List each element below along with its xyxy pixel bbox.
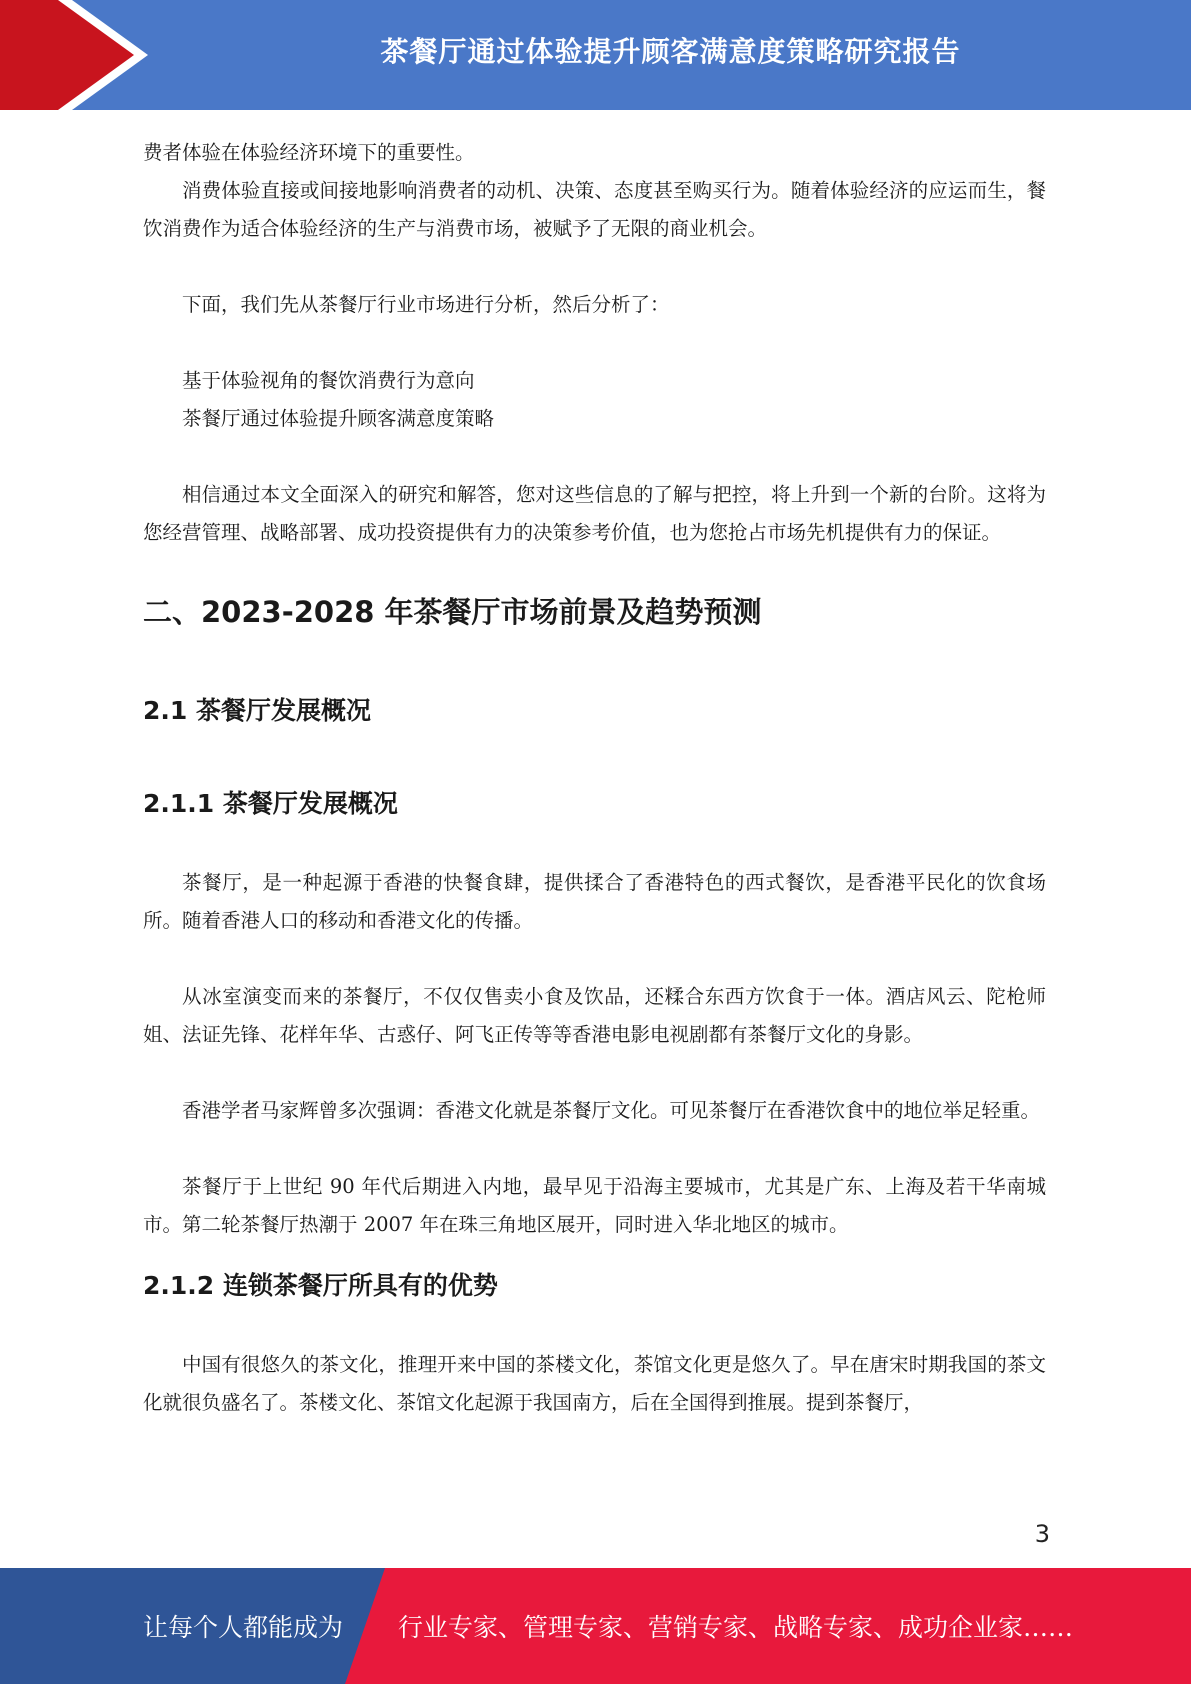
- paragraph: 茶餐厅于上世纪 90 年代后期进入内地，最早见于沿海主要城市，尤其是广东、上海及若干华南城市。第二轮茶餐厅热潮于 2007 年在珠三角地区展开，同时进入华北地区的城市。: [143, 1175, 1046, 1236]
- list-item: 茶餐厅通过体验提升顾客满意度策略: [182, 407, 495, 430]
- page-number: 3: [1034, 1520, 1050, 1548]
- paragraph: 下面，我们先从茶餐厅行业市场进行分析，然后分析了：: [182, 293, 670, 316]
- page-footer: [0, 1568, 1191, 1684]
- document-body: [143, 134, 1046, 1422]
- paragraph: 费者体验在体验经济环境下的重要性。: [143, 141, 475, 164]
- subsubsection-heading: 2.1.1 茶餐厅发展概况: [143, 789, 398, 818]
- footer-slogan-right: 行业专家、管理专家、营销专家、战略专家、成功企业家……: [398, 1613, 1074, 1642]
- footer-slogan-left: 让每个人都能成为: [143, 1613, 344, 1642]
- paragraph: 消费体验直接或间接地影响消费者的动机、决策、态度甚至购买行为。随着体验经济的应运而生，餐饮消费作为适合体验经济的生产与消费市场，被赋予了无限的商业机会。: [143, 179, 1046, 240]
- list-item: 基于体验视角的餐饮消费行为意向: [182, 369, 475, 392]
- paragraph: 茶餐厅，是一种起源于香港的快餐食肆，提供揉合了香港特色的西式餐饮，是香港平民化的饮食场所。随着香港人口的移动和香港文化的传播。: [143, 871, 1046, 932]
- paragraph: 中国有很悠久的茶文化，推理开来中国的茶楼文化，茶馆文化更是悠久了。早在唐宋时期我国的茶文化就很负盛名了。茶楼文化、茶馆文化起源于我国南方，后在全国得到推展。提到茶餐厅，: [143, 1353, 1046, 1414]
- paragraph: 相信通过本文全面深入的研究和解答，您对这些信息的了解与把控，将上升到一个新的台阶。这将为您经营管理、战略部署、成功投资提供有力的决策参考价值，也为您抢占市场先机提供有力的保证。: [143, 483, 1046, 544]
- paragraph: 香港学者马家辉曾多次强调：香港文化就是茶餐厅文化。可见茶餐厅在香港饮食中的地位举足轻重。: [182, 1099, 1041, 1122]
- section-heading: 二、2023-2028 年茶餐厅市场前景及趋势预测: [143, 595, 762, 629]
- document-title: 茶餐厅通过体验提升顾客满意度策略研究报告: [380, 35, 961, 68]
- page-header: [0, 0, 1191, 110]
- subsubsection-heading: 2.1.2 连锁茶餐厅所具有的优势: [143, 1271, 498, 1300]
- paragraph: 从冰室演变而来的茶餐厅，不仅仅售卖小食及饮品，还糅合东西方饮食于一体。酒店风云、陀枪师姐、法证先锋、花样年华、古惑仔、阿飞正传等等香港电影电视剧都有茶餐厅文化的身影。: [143, 985, 1046, 1046]
- subsection-heading: 2.1 茶餐厅发展概况: [143, 696, 371, 725]
